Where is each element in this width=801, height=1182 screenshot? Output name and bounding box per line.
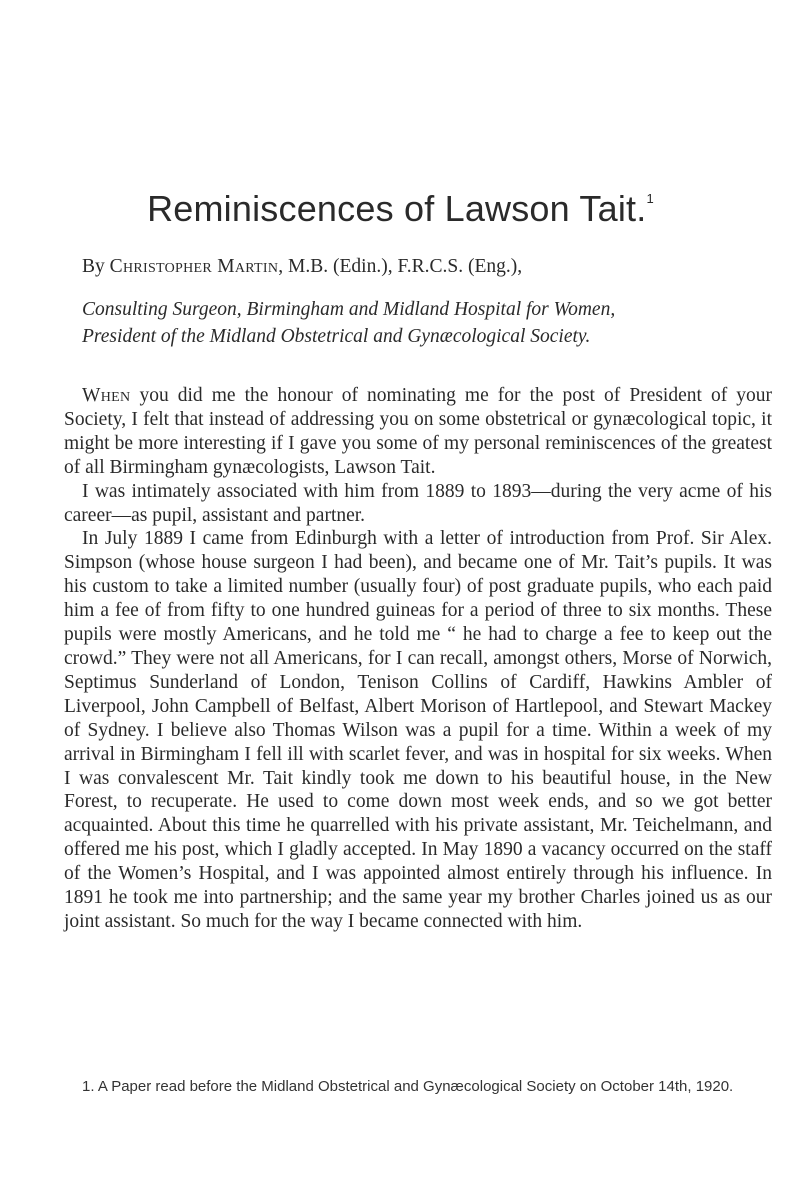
author-name: Christopher Martin: [109, 256, 279, 277]
opening-word: When: [82, 385, 131, 406]
paragraph-3: In July 1889 I came from Edinburgh with a letter of introduction from Prof. Sir Alex. Simpson (whose house surgeon I had been), and became one of Mr. Tait’s pupils. It was his custom to take a limited number (usually four) of post graduate pupils, who each paid him a fee of from fifty to one hundred guineas for a period of three to six months. These pupils were mostly Americans, and he told me “ he had to charge a fee to keep out the crowd.” They were not all Americans, for I can recall, amongst others, Morse of Norwich, Septimus Sunderland of London, Tenison Collins of Cardiff, Hawkins Ambler of Liverpool, John Campbell of Belfast, Albert Morison of Hartlepool, and Stewart Mackey of Sydney. I believe also Thomas Wilson was a pupil for a time. Within a week of my arrival in Birmingham I fell ill with scarlet fever, and was in hospital for six weeks. When I was convalescent Mr. Tait kindly took me down to his beautiful house, in the New Forest, to recuperate. He used to come down most week ends, and so we got better acquainted. About this time he quarrelled with his private assistant, Mr. Teichelmann, and offered me his post, which I gladly accepted. In May 1890 a vacancy occurred on the staff of the Women’s Hospital, and I was appointed almost entirely through his influence. In 1891 he took me into partnership; and the same year my brother Charles joined us as our joint assistant. So much for the way I became connected with him.: [64, 528, 772, 932]
author-credentials: , M.B. (Edin.), F.R.C.S. (Eng.),: [278, 256, 523, 277]
affiliation-line-1: Consulting Surgeon, Birmingham and Midland Hospital for Women,: [82, 299, 616, 320]
byline: [82, 256, 522, 278]
byline-prefix: By: [82, 256, 105, 277]
paragraph-1-text: you did me the honour of nominating me for the post of President of your Society, I felt that instead of addressing you on some obstetrical or gynæcological topic, it might be more interesting if I gave you some of my personal reminiscences of the greatest of all Birmingham gynæcologists, Lawson Tait.: [64, 385, 772, 478]
article-body: [64, 384, 772, 934]
paragraph-1: [64, 384, 772, 480]
title-footnote-mark: 1: [646, 191, 654, 206]
affiliation-line-2: President of the Midland Obstetrical and Gynæcological Society.: [82, 326, 591, 347]
article-title-text: Reminiscences of Lawson Tait.: [147, 188, 647, 229]
footnote: 1. A Paper read before the Midland Obstetrical and Gynæcological Society on October 14th, 1920.: [82, 1078, 734, 1095]
author-affiliation: [82, 296, 762, 350]
article-title: [0, 188, 801, 230]
paragraph-2: I was intimately associated with him from 1889 to 1893—during the very acme of his career—as pupil, assistant and partner.: [64, 480, 772, 526]
